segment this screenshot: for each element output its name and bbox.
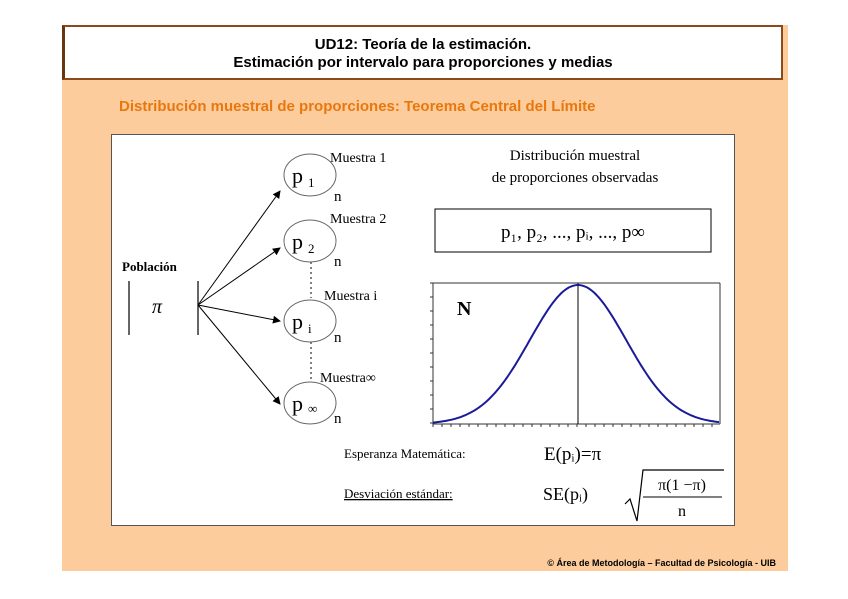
arrow-sample-2 (198, 248, 280, 305)
normal-label: N (457, 298, 472, 320)
slide-header (62, 25, 783, 80)
sample-2-label: Muestra 2 (330, 212, 387, 227)
sample-i-n: n (334, 330, 342, 346)
sample-i-label: Muestra i (324, 289, 378, 304)
sample-2-symbol: p (292, 229, 303, 254)
sample-i-subscript: i (308, 321, 312, 336)
sd-formula: SE(pᵢ) (543, 484, 588, 504)
sample-1-symbol: p (292, 163, 303, 188)
sample-inf-n: n (334, 411, 342, 427)
sample-1-n: n (334, 189, 342, 205)
diagram-panel (111, 134, 735, 526)
population-symbol: π (152, 296, 163, 318)
sample-2-n: n (334, 254, 342, 270)
normal-curve (433, 285, 719, 423)
plot-ticks (430, 283, 712, 427)
sample-inf-label: Muestra∞ (320, 371, 376, 386)
distribution-title-line2: de proporciones observadas (491, 170, 659, 186)
sample-1-subscript: 1 (308, 175, 315, 190)
sampling-diagram (112, 135, 736, 527)
arrow-sample-inf (198, 305, 280, 404)
sd-numerator: π(1 −π) (658, 477, 706, 494)
expectation-label: Esperanza Matemática: (344, 446, 466, 461)
distribution-title-line1: Distribución muestral (509, 148, 641, 164)
arrow-sample-1 (198, 191, 280, 305)
sample-inf-subscript: ∞ (308, 401, 318, 416)
population-label: Población (122, 259, 177, 274)
arrow-sample-i (198, 305, 280, 321)
sample-1-label: Muestra 1 (330, 151, 387, 166)
sd-denominator: n (678, 503, 686, 520)
header-title-line2: Estimación por intervalo para proporciones y medias (233, 54, 613, 71)
sample-i-symbol: p (292, 309, 303, 334)
header-title-line1: UD12: Teoría de la estimación. (314, 36, 532, 53)
sequence-formula: p₁, p₂, ..., pᵢ, ..., p∞ (501, 222, 645, 243)
expectation-formula: E(pᵢ)=π (544, 444, 602, 465)
slide-subtitle: Distribución muestral de proporciones: Teorema Central del Límite (119, 98, 596, 115)
sample-inf-symbol: p (292, 391, 303, 416)
sd-label: Desviación estándar: (344, 486, 453, 501)
sample-2-subscript: 2 (308, 241, 315, 256)
normal-curve-plot (430, 283, 720, 427)
footer-copyright: © Área de Metodología – Facultad de Psicología - UIB (547, 558, 776, 568)
